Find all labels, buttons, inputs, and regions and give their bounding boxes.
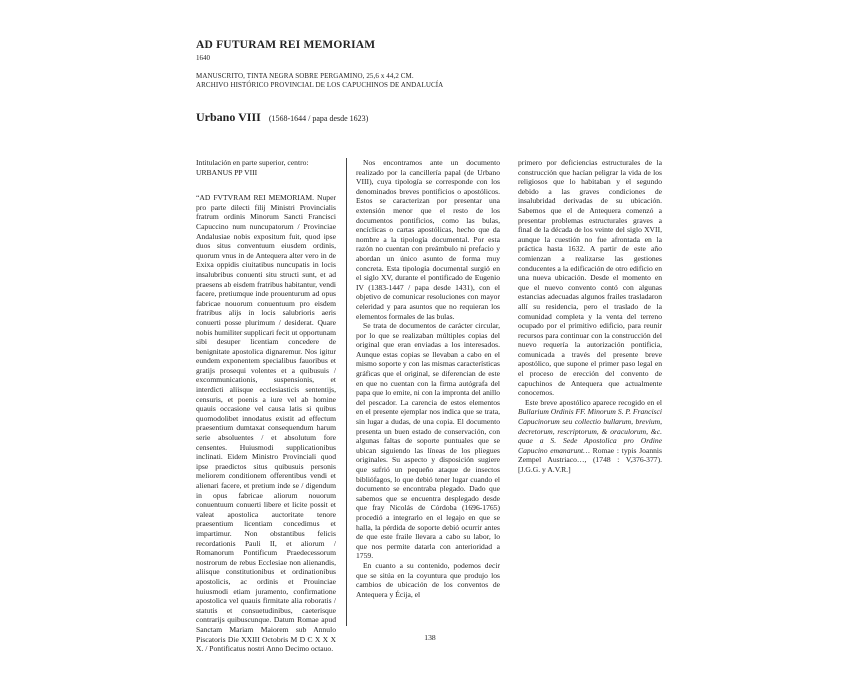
commentary-paragraph: En cuanto a su contenido, podemos decir que se sitúa en la coyuntura que produjo los cambios de ubicación de los conventos de Antequera y Écija, el — [356, 560, 500, 599]
document-material: MANUSCRITO, TINTA NEGRA SOBRE PERGAMINO, 25,6 x 44,2 CM. — [196, 72, 414, 80]
document-title: AD FUTURAM REI MEMORIAM — [196, 39, 376, 51]
column-divider — [346, 158, 347, 626]
commentary-citation — [518, 398, 662, 475]
inscription-label — [196, 158, 336, 177]
pope-dates: (1568-1644 / papa desde 1623) — [268, 114, 369, 123]
citation-outro: Romae : typis Joannis Zempel Austriaco…, (1748 : V,376-377). [J.G.G. y A.V.R.] — [518, 445, 662, 474]
document-header — [196, 38, 676, 90]
commentary-column-right — [518, 158, 662, 475]
inscription-label-line: Intitulación en parte superior, centro: — [196, 158, 309, 167]
citation-intro: Este breve apostólico aparece recogido en el — [525, 397, 662, 407]
inscription-label-line: URBANUS PP VIII — [196, 167, 258, 177]
commentary-paragraph: Se trata de documentos de carácter circular, por lo que se realizaban múltiples copias del original que eran enviadas a los interesados. Aunque estas copias se llevaban a cabo en el mismo soporte y con las mismas características gráficas que el original, se diferencian de este en que no cuentan con la firma autógrafa del papa que lo emite, ni con la impronta del anillo del pescador. La carencia de estos elementos en el presente ejemplar nos indica que se trata, sin lugar a dudas, de una copia. El documento presenta un buen estado de conservación, con algunas faltas de soporte puntuales que se ubican siguiendo las líneas de los pliegues originales. Su aspecto y disposición sugiere que sufrió un pequeño ataque de insectos bibliófagos, lo que debió tener lugar cuando el documento se encontraba plegado. Dado que sabemos que se encuentra desplegado desde que fray Nicolás de Córdoba (1696-1765) procedió a integrarlo en el legajo en que se halla, la pérdida de soporte debió ocurrir antes de que este fraile llevara a cabo su labor, lo que nos permite datarla con anterioridad a 1759. — [356, 321, 500, 561]
page-number: 138 — [424, 633, 436, 642]
commentary-paragraph: primero por deficiencias estructurales de la construcción que hacían peligrar la vida de los religiosos que lo habitaban y el segundo debido a las graves condiciones de insalubridad derivadas de su ubicación. Sabemos que el de Antequera comenzó a presentar problemas estructurales graves a final de la década de los veinte del siglo XVII, aunque la cuestión no fue afrontada en la práctica hasta 1632. A partir de este año comienzan a realizarse las gestiones conducentes a la edificación de otro edificio en una nueva ubicación. Desde el momento en que el nuevo convento contó con algunas estancias adecuadas algunos frailes trasladaron allí su residencia, pero el traslado de la comunidad completa y la venta del terreno ocupado por el primitivo edificio, para reunir recursos para continuar con la construcción del nuevo requería la autorización pontificia, comunicada a través del presente breve apostólico, que supone el primer paso legal en el proceso de erección del convento de capuchinos de Antequera que actualmente conocemos. — [518, 158, 662, 398]
commentary-column-left — [356, 158, 500, 599]
inscription-text: “AD FVTVRAM REI MEMORIAM. Nuper pro parte dilecti filij Ministri Provincialis fratrum ordinis Minorum Sancti Francisci Capuccino num nuncupatorum / Provinciae Andalusiae nobis expositum fuit, quod ipse duos situs conventuum eiusdem ordinis, quorum vnus in de Antequera alter vero in de Exixa oppidis ciuitatibus nuncupatis in locis insalubribus conuenti situ structi sunt, et ad praesens ab eisdem fratribus habitantur, vendi facere, pretiumque inde prouenturum ad opus fabricae nouorum conuentuum pro eisdem fratribus alijs in locis salubrioris aeris conuerti posse plurimum / desiderat. Quare nobis humiliter supplicari fecit ut opportunam sibi desuper licentiam concedere de benignitate apostolica dignaremur. Nos igitur eundem exponentem specialibus fauoribus et gratijs prosequi volentes et a quibusuis / excommunicationis, suspensionis, et interdicti aliisque ecclesiasticis sententijs, censuris, et poenis a iure vel ab homine quauis occasione vel causa latis si quibus quomodolibet innodatus existit ad effectum praesentium dumtaxat consequendum harum serie absoluentes / et absolutum fore censentes. Huiusmodi supplicationibus inclinati. Eidem Ministro Provinciali quod ipse praedictos situs quibusuis personis meliorem conditionem offerentibus vendi et alienari facere, et pretium inde se / digendum in opus fabricae aliorum nouorum conuentuum conuerti libere et licite possit et valeat apostolica auctoritate tenore praesentium licentiam concedimus et impartimur. Non obstantibus felicis recordationis Pauli II, et aliorum / Romanorum Pontificum Praedecessorum nostrorum de rebus Ecclesiae non alienandis, aliisque constitutionibus et ordinationibus apostolicis, ac ordinis et Prouinciae huiusmodi etiam juramento, confirmatione apostolica vel quauis firmitate alia roboratis / statutis et consuetudinibus, caeterisque contrarijs quibuscunque. Datum Romae apud Sanctam Mariam Maiorem sub Annulo Piscatoris Die XXIII Octobris M D C X X X X. / Pontificatus nostri Anno Decimo octauo. — [196, 193, 336, 654]
pope-name: Urbano VIII — [196, 110, 261, 124]
pope-heading — [196, 108, 676, 126]
document-archive: ARCHIVO HISTÓRICO PROVINCIAL DE LOS CAPUCHINOS DE ANDALUCÍA — [196, 81, 444, 89]
inscription-column — [196, 158, 336, 654]
commentary-paragraph: Nos encontramos ante un documento realizado por la cancillería papal (de Urbano VIII), cuya tipología se corresponde con los denominados breves pontificios o apostólicos. Estos se caracterizan por presentar una extensión menor que el resto de los documentos pontificios, como las bulas, encíclicas o cartas apostólicas, hecho que da nombre a la tipología documental. Por esta razón no cuentan con preámbulo ni prefacio y abordan un único asunto de forma muy concreta. Esta tipología documental surgió en el siglo XV, durante el pontificado de Eugenio IV (1383-1447 / papa desde 1431), con el objetivo de comunicar resoluciones con mayor celeridad y para asuntos que no requieran los elementos formales de las bulas. — [356, 158, 500, 321]
document-year: 1640 — [196, 54, 210, 62]
citation-title: Bullarium Ordinis FF. Minorum S. P. Francisci Capucinorum seu collectio bullarum, brevium, decretorum, rescriptorum, & oraculorum, &c. quae a S. Sede Apostolica pro Ordine Capucino emanarunt… — [518, 407, 662, 455]
